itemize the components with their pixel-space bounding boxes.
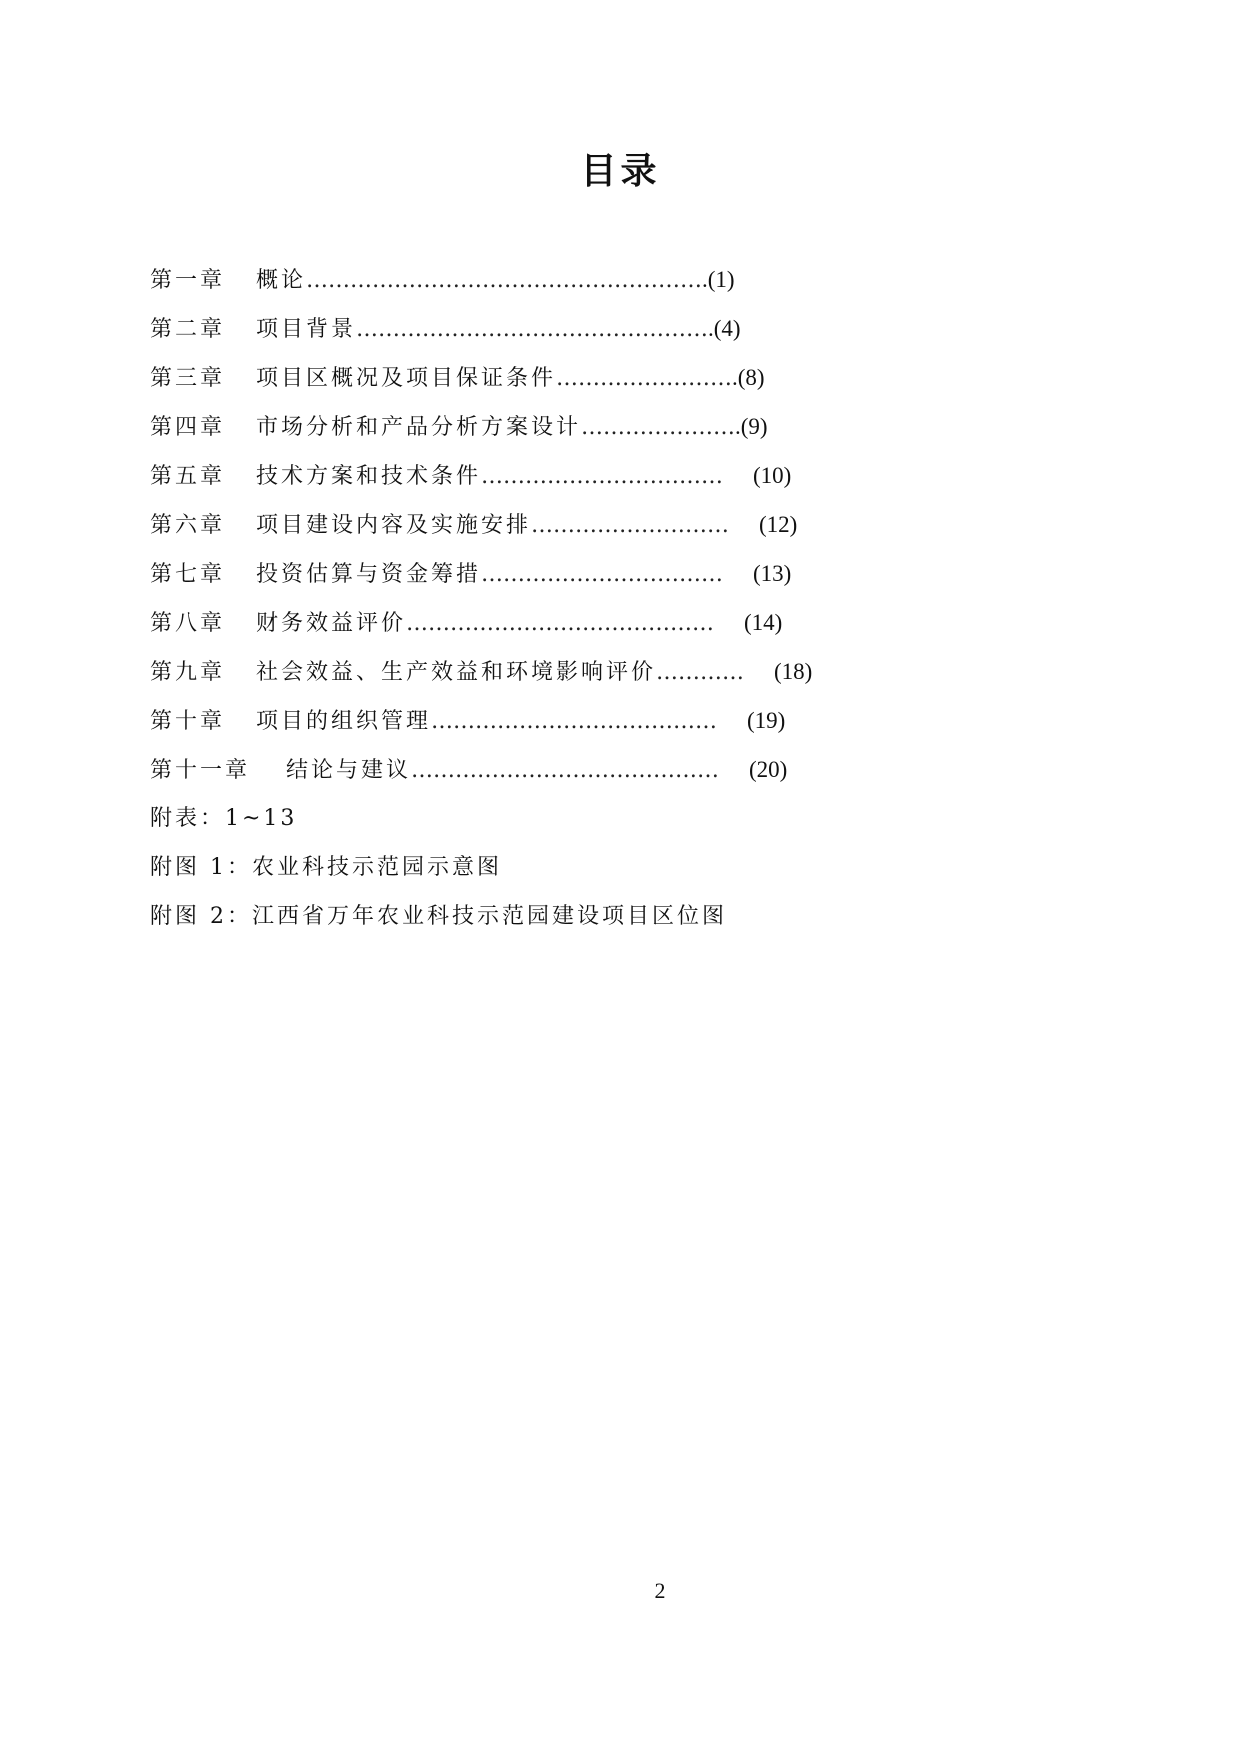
toc-entry-8[interactable] xyxy=(150,605,910,654)
page-number: 2 xyxy=(654,1578,666,1603)
toc-entry-4[interactable] xyxy=(150,409,910,458)
toc-entry-1[interactable] xyxy=(150,262,910,311)
dot-leader: ……………………………………………… xyxy=(306,268,703,293)
appendix-tables[interactable]: 附表：1~13 xyxy=(150,806,298,831)
appendix-figure-2[interactable]: 附图 2：江西省万年农业科技示范园建设项目区位图 xyxy=(150,904,727,929)
page-reference: .(8) xyxy=(732,365,765,390)
dot-leader: …………………………………… xyxy=(406,611,715,636)
toc-entry-11[interactable] xyxy=(150,752,910,801)
chapter-number: 第一章 xyxy=(150,268,226,293)
dot-leader: ………………………………… xyxy=(431,709,718,734)
chapter-number: 第五章 xyxy=(150,464,226,489)
dot-leader: ………… xyxy=(656,660,745,685)
dot-leader: ………………… xyxy=(581,415,736,440)
chapter-title: 财务效益评价 xyxy=(256,611,407,636)
appendix-figure-1[interactable]: 附图 1：农业科技示范园示意图 xyxy=(150,855,502,880)
page-reference: (13) xyxy=(753,561,792,586)
chapter-title: 项目建设内容及实施安排 xyxy=(256,513,532,538)
chapter-title: 结论与建议 xyxy=(286,758,412,783)
page-reference: (12) xyxy=(759,512,798,537)
chapter-number: 第十一章 xyxy=(150,758,251,783)
page-reference: (19) xyxy=(747,708,786,733)
page-reference: .(4) xyxy=(708,316,741,341)
chapter-number: 第四章 xyxy=(150,415,226,440)
dot-leader: ……………………… xyxy=(531,513,730,538)
toc-entry-2[interactable] xyxy=(150,311,910,360)
chapter-title: 项目的组织管理 xyxy=(256,709,432,734)
chapter-number: 第九章 xyxy=(150,660,226,685)
dot-leader: …………………………… xyxy=(481,562,724,587)
chapter-number: 第十章 xyxy=(150,709,226,734)
chapter-title: 技术方案和技术条件 xyxy=(256,464,482,489)
toc-entry-5[interactable] xyxy=(150,458,910,507)
page-reference: .(1) xyxy=(702,267,735,292)
toc-entry-6[interactable] xyxy=(150,507,910,556)
chapter-title: 市场分析和产品分析方案设计 xyxy=(256,415,582,440)
page-reference: .(9) xyxy=(735,414,768,439)
page-reference: (18) xyxy=(774,659,813,684)
chapter-number: 第六章 xyxy=(150,513,226,538)
dot-leader: …………………………… xyxy=(481,464,724,489)
page-title: 目录 xyxy=(580,151,661,192)
dot-leader: …………………… xyxy=(556,366,733,391)
table-of-contents xyxy=(150,262,910,948)
chapter-title: 社会效益、生产效益和环境影响评价 xyxy=(256,660,657,685)
page-reference: (10) xyxy=(753,463,792,488)
chapter-number: 第三章 xyxy=(150,366,226,391)
chapter-title: 投资估算与资金筹措 xyxy=(256,562,482,587)
chapter-number: 第七章 xyxy=(150,562,226,587)
toc-entry-7[interactable] xyxy=(150,556,910,605)
chapter-number: 第二章 xyxy=(150,317,226,342)
chapter-number: 第八章 xyxy=(150,611,226,636)
chapter-title: 概论 xyxy=(256,268,307,293)
toc-entry-3[interactable] xyxy=(150,360,910,409)
toc-entry-9[interactable] xyxy=(150,654,910,703)
chapter-title: 项目背景 xyxy=(256,317,357,342)
chapter-title: 项目区概况及项目保证条件 xyxy=(256,366,557,391)
dot-leader: …………………………………… xyxy=(411,758,720,783)
dot-leader: ………………………………………… xyxy=(356,317,709,342)
toc-entry-10[interactable] xyxy=(150,703,910,752)
page-reference: (14) xyxy=(744,610,783,635)
page-reference: (20) xyxy=(749,757,788,782)
